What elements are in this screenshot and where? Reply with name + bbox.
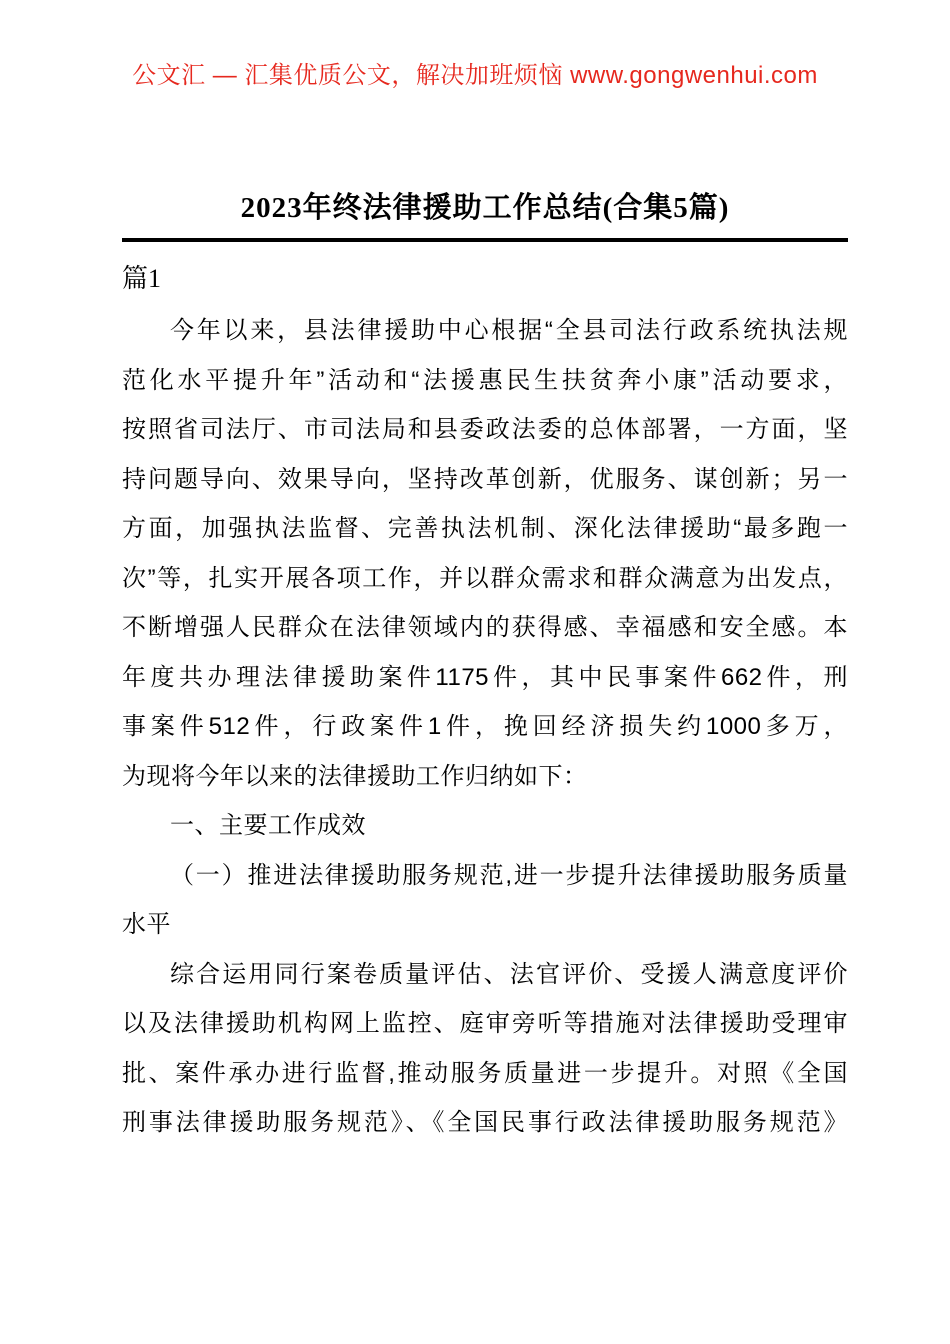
text-line: 批、案件承办进行监督,推动服务质量进一步提升。对照《全国 [122, 1059, 848, 1087]
title-divider-rule [122, 238, 848, 242]
text-line: （一）推进法律援助服务规范,进一步提升法律援助服务质量 [170, 861, 848, 889]
text-line: 范化水平提升年”活动和“法援惠民生扶贫奔小康”活动要求， [122, 366, 848, 394]
text-line: 按照省司法厅、市司法局和县委政法委的总体部署，一方面，坚 [122, 416, 848, 443]
text-line: 次”等，扎实开展各项工作，并以群众需求和群众满意为出发点， [122, 564, 848, 592]
text-line: 不断增强人民群众在法律领域内的获得感、幸福感和安全感。本 [122, 614, 848, 641]
text-line: 方面，加强执法监督、完善执法机制、深化法律援助“最多跑一 [122, 515, 848, 542]
promo-text: 公文汇 — 汇集优质公文，解决加班烦恼 www.gongwenhui.com [132, 62, 818, 89]
document-title: 2023年终法律援助工作总结(合集5篇) [240, 192, 730, 224]
text-line: 持问题导向、效果导向，坚持改革创新，优服务、谋创新；另一 [122, 465, 848, 493]
text-line: 事案件512件，行政案件1件，挽回经济损失约1000多万， [122, 713, 848, 740]
text-line: 综合运用同行案卷质量评估、法官评价、受援人满意度评价 [170, 960, 848, 988]
section-label: 篇1 [122, 264, 162, 293]
document-body [122, 306, 848, 1148]
promo-banner [0, 0, 950, 92]
text-line: 刑事法律援助服务规范》、《全国民事行政法律援助服务规范》 [122, 1109, 848, 1136]
document-content [122, 188, 848, 1148]
text-line: 为现将今年以来的法律援助工作归纳如下： [122, 762, 588, 790]
text-line: 以及法律援助机构网上监控、庭审旁听等措施对法律援助受理审 [122, 1010, 848, 1037]
text-line: 今年以来，县法律援助中心根据“全县司法行政系统执法规 [170, 317, 848, 344]
text-line: 年度共办理法律援助案件1175件，其中民事案件662件，刑 [122, 663, 848, 691]
text-line: 一、主要工作成效 [170, 812, 366, 839]
text-line: 水平 [122, 911, 171, 938]
